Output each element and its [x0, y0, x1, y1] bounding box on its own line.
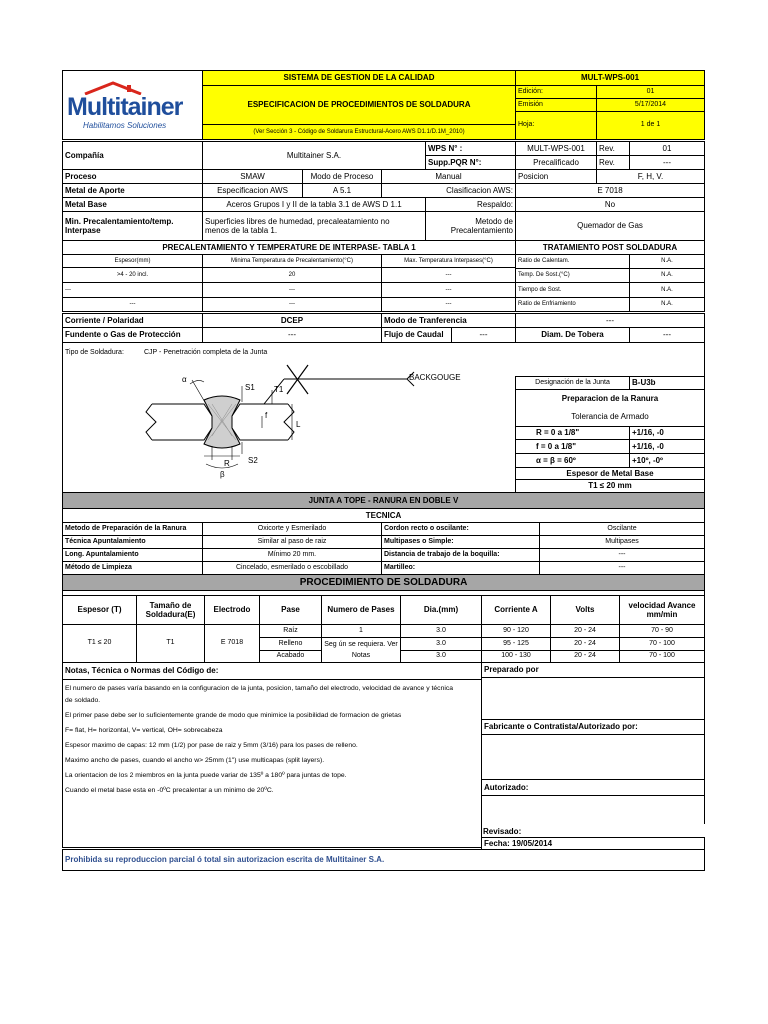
proceso-label: Proceso: [62, 169, 203, 184]
min-precal-value: [202, 211, 426, 241]
tipo-soldadura-label: Tipo de Soldadura:: [65, 349, 124, 356]
proc-row2-velocidad: 70 - 100: [619, 650, 705, 663]
s2-symbol: S2: [248, 456, 258, 465]
precal-row0-max: ---: [381, 267, 516, 283]
tecnica-row2-value: Mínimo 20 mm.: [202, 548, 382, 562]
proc-row1-volts: 20 - 24: [550, 637, 620, 651]
proc-header-volts: Volts: [550, 595, 620, 625]
precal-row1-min: ---: [202, 282, 382, 298]
designacion-value: B-U3b: [629, 376, 705, 390]
tol-row2-label: α = β = 60º: [515, 453, 630, 468]
metodo-precal-value: Quemador de Gas: [515, 211, 705, 241]
preparacion-ranura-title: [515, 389, 705, 427]
proc-espesor: T1 ≤ 20: [62, 624, 137, 663]
tecnica-row0-value2: Oscilante: [539, 522, 705, 536]
proc-row1-dia: 3.0: [400, 637, 482, 651]
proc-numero-1: 1: [321, 624, 401, 638]
f-symbol: f: [265, 411, 268, 420]
fabricante-autorizado: Fabricante o Contratista/Autorizado por:: [481, 719, 705, 735]
tol-row0-value: +1/16, -0: [629, 426, 705, 440]
rev-value: 01: [629, 141, 705, 156]
proc-row2-corriente: 100 - 130: [481, 650, 551, 663]
tecnica-row1-label2: Multipases o Simple:: [381, 535, 540, 549]
proc-header-dia: Dia.(mm): [400, 595, 482, 625]
notas-box: [62, 662, 482, 848]
tecnica-row1-value: Similar al paso de raiz: [202, 535, 382, 549]
edicion-label: Edición:: [515, 85, 597, 99]
precal-header-max: Max. Temperatura Interpases(°C): [381, 254, 516, 268]
proc-row0-volts: 20 - 24: [550, 624, 620, 638]
wps-value: MULT-WPS-001: [515, 141, 597, 156]
tecnica-row1-label: Técnica Apuntalamiento: [62, 535, 203, 549]
flujo-label: Flujo de Caudal: [381, 327, 452, 343]
wps-sheet: [62, 70, 705, 870]
espesor-metal-base-value: T1 ≤ 20 mm: [515, 479, 705, 493]
nota-line-1: El numero de pases varía basando en la configuracion de la junta, posicion, tamaño del electrodo, velocidad de avance y técnica: [65, 685, 454, 692]
logo-text: Multitainer: [67, 93, 183, 121]
precal-header-min: Minima Temperatura de Precalentamiento(°C): [202, 254, 382, 268]
edicion-value: 01: [596, 85, 705, 99]
metal-aporte-label: Metal de Aporte: [62, 183, 203, 198]
hoja-label: Hoja:: [515, 111, 597, 140]
post-row1-label: Temp. De Sost.(°C): [515, 268, 630, 283]
proc-header-corriente: Corriente A: [481, 595, 551, 625]
preparado-por: Preparado por: [481, 662, 705, 678]
min-precal-label: [62, 211, 203, 241]
revisado-label: Revisado:: [483, 827, 522, 836]
proc-numero-3: Notas: [351, 652, 371, 659]
precal-row0-min: 20: [202, 267, 382, 283]
fecha-label: Fecha: 19/05/2014: [481, 837, 705, 850]
emision-value: 5/17/2014: [596, 98, 705, 112]
tol-row1-label: f = 0 a 1/8": [515, 439, 630, 454]
tol-row1-value: +1/16, -0: [629, 439, 705, 454]
rev2-value: ---: [629, 155, 705, 170]
metodo-precal-label-line2: Precalentamiento: [450, 226, 513, 235]
nota-line-7: La orientacion de los 2 miembros en la junta puede variar de 135º a 180º para juntas de tope.: [65, 772, 347, 779]
compania-label: Compañía: [62, 141, 203, 170]
proc-row2-pase: Acabado: [259, 650, 322, 663]
notas-title: Notas, Técnica o Normas del Código de:: [65, 666, 219, 675]
proc-row0-pase: Raíz: [259, 624, 322, 638]
posicion-label: Posicion: [515, 169, 597, 184]
doc-reference: (Ver Sección 3 - Código de Soldarura Estructural-Acero AWS D1.1/D.1M_2010): [202, 124, 516, 140]
tecnica-row2-label: Long. Apuntalamiento: [62, 548, 203, 562]
system-title: SISTEMA DE GESTION DE LA CALIDAD: [202, 70, 516, 86]
respaldo-label: Respaldo:: [425, 197, 516, 212]
clasif-value: E 7018: [515, 183, 705, 198]
min-precal-value-line1: Superficies libres de humedad, precaleatamiento no: [205, 216, 390, 226]
post-table-title: TRATAMIENTO POST SOLDADURA: [515, 240, 705, 255]
backgouge-label: BACKGOUGE: [409, 373, 461, 382]
metal-base-label: Metal Base: [62, 197, 203, 212]
tecnica-row2-value2: ---: [539, 548, 705, 562]
nota-line-2: de soldado.: [65, 697, 101, 704]
tecnica-row3-label2: Martilleo:: [381, 561, 540, 575]
notas-divider: [63, 679, 481, 680]
proc-header-tamano: Tamaño de Soldadura(E): [136, 595, 205, 625]
proc-row0-velocidad: 70 - 90: [619, 624, 705, 638]
posicion-value: F, H, V.: [596, 169, 705, 184]
tecnica-row3-value: Cincelado, esmerilado o escobillado: [202, 561, 382, 575]
tol-row2-value: +10º, -0º: [629, 453, 705, 468]
procedimiento-title: PROCEDIMIENTO DE SOLDADURA: [62, 574, 705, 591]
beta-symbol: β: [220, 470, 225, 479]
precal-row2-min: ---: [202, 297, 382, 312]
nota-line-4: F= flat, H= horizontal, V= vertical, OH= sobrecabeza: [65, 727, 223, 734]
preparado-space: [481, 677, 705, 720]
nota-line-5: Espesor maximo de capas: 12 mm (1/2) por pase de raiz y 5mm (3/16) para los pases de relleno.: [65, 742, 358, 749]
proceso-value: SMAW: [202, 169, 303, 184]
tolerancia-armado-text: Tolerancia de Armado: [571, 412, 649, 422]
proc-numero-merged: [321, 637, 401, 663]
proc-row1-velocidad: 70 - 100: [619, 637, 705, 651]
autorizado-label: Autorizado:: [481, 779, 705, 796]
proc-header-electrodo: Electrodo: [204, 595, 260, 625]
rev-label: Rev.: [596, 141, 630, 156]
metodo-precal-label: [425, 211, 516, 241]
precal-row2-espesor: ---: [62, 297, 203, 312]
tol-row0-label: R = 0 a 1/8": [515, 426, 630, 440]
s1-symbol: S1: [245, 383, 255, 392]
proc-row1-corriente: 95 - 125: [481, 637, 551, 651]
corriente-label: Corriente / Polaridad: [62, 313, 203, 328]
precal-row1-max: ---: [381, 282, 516, 298]
precal-row1-espesor: ---: [62, 282, 203, 298]
proc-header-pase: Pase: [259, 595, 322, 625]
proc-header-espesor: Espesor (T): [62, 595, 137, 625]
alpha-symbol: α: [182, 375, 187, 384]
rev2-label: Rev.: [596, 155, 630, 170]
proc-electrodo: E 7018: [204, 624, 260, 663]
proc-row2-volts: 20 - 24: [550, 650, 620, 663]
tecnica-row3-value2: ---: [539, 561, 705, 575]
tecnica-row0-value: Oxicorte y Esmerilado: [202, 522, 382, 536]
clasif-label: Clasificacion AWS:: [381, 183, 516, 198]
espesor-metal-base-title: Espesor de Metal Base: [515, 467, 705, 480]
corriente-value: DCEP: [202, 313, 382, 328]
metodo-precal-label-line1: Metodo de: [475, 216, 513, 226]
post-row1-value: N.A.: [629, 268, 705, 283]
min-precal-label-line1: Min. Precalentamiento/temp.: [65, 216, 174, 226]
min-precal-value-line2: menos de la tabla 1.: [205, 226, 278, 235]
doc-title: ESPECIFICACION DE PROCEDIMIENTOS DE SOLDADURA: [202, 85, 516, 125]
min-precal-label-line2: Interpase: [65, 226, 101, 235]
modo-label: Modo de Proceso: [302, 169, 382, 184]
doc-code: MULT-WPS-001: [515, 70, 705, 86]
hoja-value: 1 de 1: [596, 111, 705, 140]
transfer-label: Modo de Tranferencia: [381, 313, 516, 328]
proc-tamano: T1: [136, 624, 205, 663]
l-symbol: L: [296, 420, 301, 429]
tecnica-row2-label2: Distancia de trabajo de la boquilla:: [381, 548, 540, 562]
nota-line-8: Cuando el metal base esta en -0ºC precalentar a un minimo de 20ºC.: [65, 787, 274, 794]
logo-tagline: Habilitamos Soluciones: [83, 121, 167, 130]
precal-header-espesor: Espesor(mm): [62, 254, 203, 268]
post-row0-value: N.A.: [629, 254, 705, 269]
gas-label: Fundente o Gas de Protección: [62, 327, 203, 343]
tecnica-title: TECNICA: [62, 508, 705, 523]
precal-table-title: PRECALENTAMIENTO Y TEMPERATURE DE INTERPASE- TABLA 1: [62, 240, 516, 255]
wps-label: WPS N° :: [425, 141, 516, 156]
gas-value: ---: [202, 327, 382, 343]
footer-notice: Prohibida su reproduccion parcial ó total sin autorizacion escrita de Multitainer S.A.: [62, 849, 705, 871]
nota-line-3: El primer pase debe ser lo suficientemente grande de modo que minimice la posibilidad de formacion de grietas: [65, 712, 402, 719]
tecnica-row0-label: Metodo de Preparación de la Ranura: [62, 522, 203, 536]
nota-line-6: Maximo ancho de pases, cuando el ancho w> 25mm (1") use multicapas (split layers).: [65, 757, 325, 764]
t1-symbol: T1: [274, 385, 284, 394]
proc-header-velocidad: velocidad Avance mm/min: [619, 595, 705, 625]
tecnica-row3-label: Método de Limpieza: [62, 561, 203, 575]
tobera-value: ---: [629, 327, 705, 343]
pqr-label: Supp.PQR N°:: [425, 155, 516, 170]
metal-base-value: Aceros Grupos I y II de la tabla 3.1 de AWS D 1.1: [202, 197, 426, 212]
post-row0-label: Ratio de Calentam.: [515, 254, 630, 269]
tobera-label: Diam. De Tobera: [515, 327, 630, 343]
transfer-value: ---: [515, 313, 705, 328]
espec-aws-value: A 5.1: [302, 183, 382, 198]
logo-box: [62, 70, 203, 140]
post-row2-label: Tiempo de Sost.: [515, 282, 630, 298]
proc-header-numero: Numero de Pases: [321, 595, 401, 625]
espec-aws-label: Especificacion AWS: [202, 183, 303, 198]
proc-row2-dia: 3.0: [400, 650, 482, 663]
designacion-label: Designación de la Junta: [515, 376, 630, 390]
emision-label: Emisión: [515, 98, 597, 112]
r-symbol: R: [224, 459, 230, 468]
autorizado-space: [481, 795, 705, 824]
joint-banner: JUNTA A TOPE - RANURA EN DOBLE V: [62, 492, 705, 509]
respaldo-value: No: [515, 197, 705, 212]
tipo-soldadura-value: CJP - Penetración completa de la Junta: [144, 349, 268, 356]
post-row2-value: N.A.: [629, 282, 705, 298]
pqr-value: Precalificado: [515, 155, 597, 170]
proc-row1-pase: Relleno: [259, 637, 322, 651]
post-row3-label: Ratio de Enfriamiento: [515, 297, 630, 312]
tecnica-row1-value2: Multipases: [539, 535, 705, 549]
proc-numero-2: Seg ún se requiera. Ver: [324, 641, 398, 648]
modo-value: Manual: [381, 169, 516, 184]
proc-row0-corriente: 90 - 120: [481, 624, 551, 638]
proc-row0-dia: 3.0: [400, 624, 482, 638]
preparacion-ranura-text: Preparacion de la Ranura: [561, 394, 659, 404]
precal-row0-espesor: >4 - 20 incl.: [62, 267, 203, 283]
post-row3-value: N.A.: [629, 297, 705, 312]
precal-row2-max: ---: [381, 297, 516, 312]
compania-value: Multitainer S.A.: [202, 141, 426, 170]
tecnica-row0-label2: Cordon recto o oscilante:: [381, 522, 540, 536]
flujo-value: ---: [451, 327, 516, 343]
fabricante-space: [481, 734, 705, 780]
